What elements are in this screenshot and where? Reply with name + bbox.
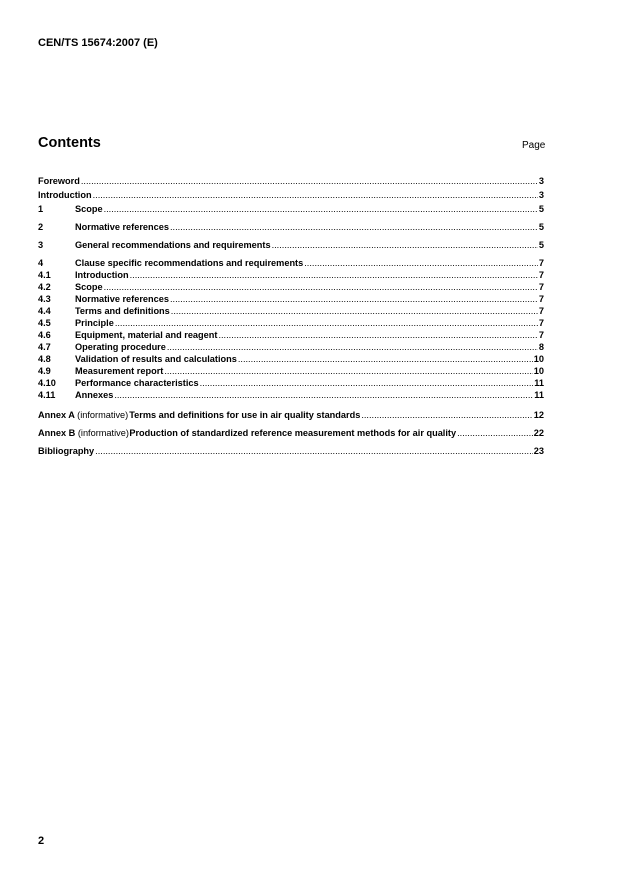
toc-entry-number: 4.10 bbox=[38, 378, 56, 388]
toc-entry-label: Bibliography bbox=[38, 446, 95, 456]
dot-leader bbox=[170, 293, 538, 305]
dot-leader bbox=[200, 377, 534, 389]
dot-leader bbox=[130, 269, 538, 281]
toc-entry-page: 5 bbox=[538, 240, 544, 250]
toc-entry-page: 7 bbox=[538, 306, 544, 316]
toc-entry-label: Introduction bbox=[38, 190, 92, 200]
dot-leader bbox=[167, 341, 538, 353]
toc-entry-label: Annexes bbox=[75, 390, 114, 400]
toc-entry-number: 4.6 bbox=[38, 330, 51, 340]
dot-leader bbox=[115, 317, 538, 329]
page-column-label: Page bbox=[522, 140, 546, 151]
annex-letter: Annex A bbox=[38, 410, 75, 420]
dot-leader bbox=[170, 221, 538, 233]
dot-leader bbox=[95, 445, 533, 457]
toc-entry-number: 4 bbox=[38, 258, 44, 268]
toc-entry-bibliography[interactable] bbox=[38, 445, 544, 457]
toc-entry-page: 5 bbox=[538, 204, 544, 214]
toc-entry-page: 7 bbox=[538, 282, 544, 292]
toc-entry-label: Normative references bbox=[75, 222, 169, 232]
toc-entry-label: Normative references bbox=[75, 294, 169, 304]
toc-entry-label: Validation of results and calculations bbox=[75, 354, 237, 364]
dot-leader bbox=[218, 329, 537, 341]
toc-entry-number: 4.7 bbox=[38, 342, 51, 352]
dot-leader bbox=[304, 257, 538, 269]
annex-type: (informative) bbox=[77, 428, 129, 438]
dot-leader bbox=[238, 353, 533, 365]
toc-entry-introduction[interactable] bbox=[38, 189, 544, 201]
toc-entry-page: 7 bbox=[538, 270, 544, 280]
toc-entry-label: Terms and definitions bbox=[75, 306, 170, 316]
toc-entry-number: 4.1 bbox=[38, 270, 51, 280]
table-of-contents bbox=[38, 175, 544, 457]
toc-entry-number: 4.2 bbox=[38, 282, 51, 292]
toc-entry-page: 7 bbox=[538, 318, 544, 328]
dot-leader bbox=[104, 203, 538, 215]
toc-entry-page: 3 bbox=[538, 176, 544, 186]
toc-entry-label: Terms and definitions for use in air quality standards bbox=[129, 410, 361, 420]
toc-entry-page: 11 bbox=[534, 390, 544, 400]
toc-entry-4-1[interactable] bbox=[38, 269, 544, 281]
toc-entry-4-11[interactable] bbox=[38, 389, 544, 401]
toc-entry-4-7[interactable] bbox=[38, 341, 544, 353]
toc-entry-clause-specific[interactable] bbox=[38, 257, 544, 269]
toc-entry-label: Foreword bbox=[38, 176, 80, 186]
dot-leader bbox=[272, 239, 538, 251]
toc-entry-number: 4.11 bbox=[38, 390, 56, 400]
page-number: 2 bbox=[38, 835, 45, 847]
toc-entry-page: 8 bbox=[538, 342, 544, 352]
toc-entry-4-3[interactable] bbox=[38, 293, 544, 305]
toc-entry-label: Production of standardized reference measurement methods for air quality bbox=[129, 428, 457, 438]
toc-entry-number: 1 bbox=[38, 204, 44, 214]
toc-entry-page: 11 bbox=[534, 378, 544, 388]
toc-entry-number: 4.3 bbox=[38, 294, 51, 304]
toc-entry-4-8[interactable] bbox=[38, 353, 544, 365]
toc-entry-label: Principle bbox=[75, 318, 114, 328]
annex-type: (informative) bbox=[77, 410, 129, 420]
toc-entry-4-9[interactable] bbox=[38, 365, 544, 377]
toc-entry-scope[interactable] bbox=[38, 203, 544, 215]
toc-entry-label: Equipment, material and reagent bbox=[75, 330, 218, 340]
toc-entry-number: 3 bbox=[38, 240, 44, 250]
dot-leader bbox=[164, 365, 532, 377]
toc-entry-annex-b[interactable] bbox=[38, 427, 544, 439]
toc-entry-foreword[interactable] bbox=[38, 175, 544, 187]
toc-entry-number: 4.9 bbox=[38, 366, 51, 376]
dot-leader bbox=[171, 305, 538, 317]
toc-entry-page: 23 bbox=[533, 446, 544, 456]
annex-tag bbox=[38, 409, 128, 421]
toc-entry-label: Performance characteristics bbox=[75, 378, 199, 388]
toc-entry-4-4[interactable] bbox=[38, 305, 544, 317]
toc-entry-page: 7 bbox=[538, 294, 544, 304]
toc-entry-page: 7 bbox=[538, 330, 544, 340]
toc-entry-label: General recommendations and requirements bbox=[75, 240, 271, 250]
toc-entry-page: 10 bbox=[533, 354, 544, 364]
toc-entry-number: 4.8 bbox=[38, 354, 51, 364]
dot-leader bbox=[457, 427, 533, 439]
toc-entry-general-recommendations[interactable] bbox=[38, 239, 544, 251]
toc-entry-label: Scope bbox=[75, 204, 103, 214]
toc-entry-page: 5 bbox=[538, 222, 544, 232]
contents-title: Contents bbox=[38, 135, 101, 151]
toc-entry-number: 4.4 bbox=[38, 306, 51, 316]
toc-entry-4-10[interactable] bbox=[38, 377, 544, 389]
dot-leader bbox=[104, 281, 538, 293]
toc-entry-page: 3 bbox=[538, 190, 544, 200]
dot-leader bbox=[93, 189, 538, 201]
toc-entry-label: Scope bbox=[75, 282, 103, 292]
annex-letter: Annex B bbox=[38, 428, 76, 438]
dot-leader bbox=[361, 409, 532, 421]
toc-entry-number: 2 bbox=[38, 222, 44, 232]
document-header: CEN/TS 15674:2007 (E) bbox=[38, 37, 158, 49]
toc-entry-4-2[interactable] bbox=[38, 281, 544, 293]
toc-entry-page: 12 bbox=[533, 410, 544, 420]
dot-leader bbox=[81, 175, 538, 187]
toc-entry-normative-references[interactable] bbox=[38, 221, 544, 233]
dot-leader bbox=[114, 389, 533, 401]
toc-entry-page: 22 bbox=[533, 428, 544, 438]
annex-tag bbox=[38, 427, 129, 439]
toc-entry-annex-a[interactable] bbox=[38, 409, 544, 421]
toc-entry-label: Clause specific recommendations and requirements bbox=[75, 258, 304, 268]
toc-entry-label: Measurement report bbox=[75, 366, 164, 376]
toc-entry-label: Introduction bbox=[75, 270, 129, 280]
toc-entry-number: 4.5 bbox=[38, 318, 51, 328]
toc-entry-4-6[interactable] bbox=[38, 329, 544, 341]
toc-entry-page: 10 bbox=[533, 366, 544, 376]
toc-entry-4-5[interactable] bbox=[38, 317, 544, 329]
toc-entry-label: Operating procedure bbox=[75, 342, 166, 352]
toc-entry-page: 7 bbox=[538, 258, 544, 268]
